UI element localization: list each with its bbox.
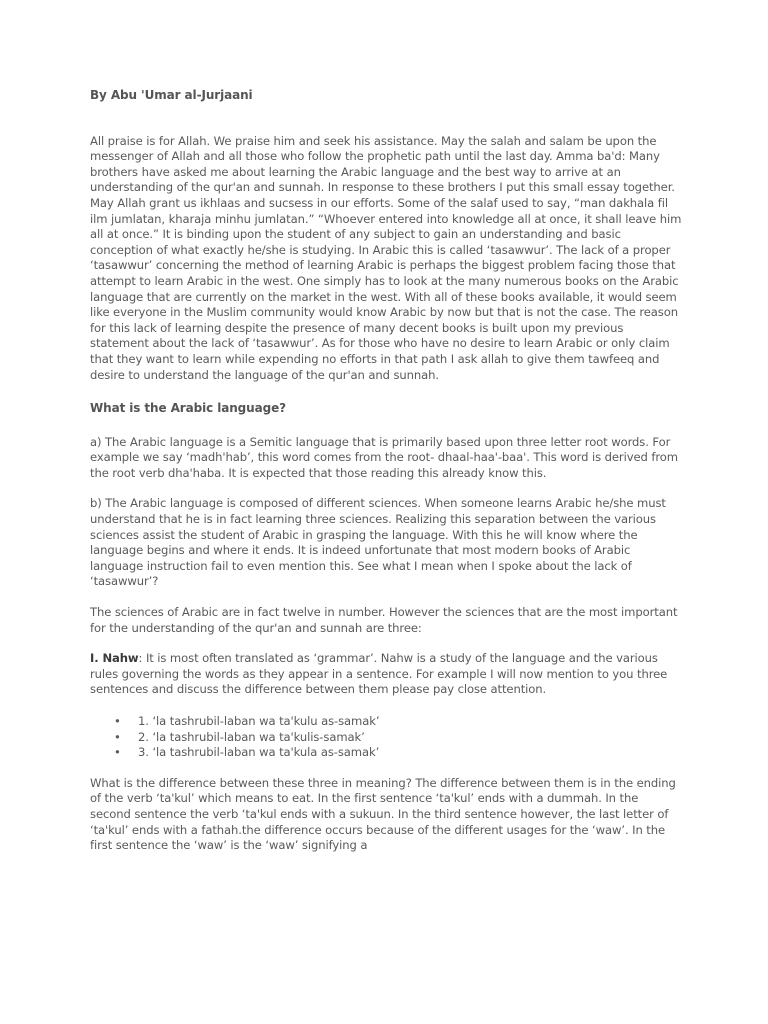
- list-item: • 3. ‘la tashrubil-laban wa ta'kula as-samak’: [114, 745, 682, 761]
- list-item: • 2. ‘la tashrubil-laban wa ta'kulis-samak’: [114, 730, 682, 746]
- nahw-paragraph: [90, 651, 682, 698]
- section-heading: What is the Arabic language?: [90, 401, 286, 416]
- intro-paragraph: All praise is for Allah. We praise him and seek his assistance. May the salah and salam be upon the messenger of Allah and all those who follow the prophetic path until the last day. Amma ba'd: Many brothers have asked me about learning the Arabic language and the best way to arrive at an understanding of the qur'an and sunnah. In response to these brothers I put this small essay together. May Allah grant us ikhlaas and sucsess in our efforts. Some of the salaf used to say, “man dakhala fil ilm jumlatan, kharaja minhu jumlatan.” “Whoever entered into knowledge all at once, it shall leave him all at once.” It is binding upon the student of any subject to gain an understanding and basic conception of what exactly he/she is studying. In Arabic this is called ‘tasawwur’. The lack of a proper ‘tasawwur’ concerning the method of learning Arabic is perhaps the biggest problem facing those that attempt to learn Arabic in the west. One simply has to look at the many numerous books on the Arabic language that are currently on the market in the west. With all of these books available, it would seem like everyone in the Muslim community would know Arabic by now but that is not the case. The reason for this lack of learning despite the presence of many decent books is built upon my previous statement about the lack of ‘tasawwur’. As for those who have no desire to learn Arabic or only claim that they want to learn while expending no efforts in that path I ask allah to give them tawfeeq and desire to understand the language of the qur'an and sunnah.: [90, 133, 682, 382]
- nahw-text: : It is most often translated as ‘grammar’. Nahw is a study of the language and the various rules governing the words as they appear in a sentence. For example I will now mention to you three sentences and discuss the difference between them please pay close attention.: [90, 651, 668, 697]
- nahw-label: I. Nahw: [90, 651, 139, 666]
- document-page: [90, 88, 682, 854]
- paragraph-a: a) The Arabic language is a Semitic language that is primarily based upon three letter root words. For example we say ‘madh'hab’, this word comes from the root- dhaal-haa'-baa'. This word is derived from the root verb dha'haba. It is expected that those reading this already know this.: [90, 434, 678, 480]
- difference-paragraph: What is the difference between these three in meaning? The difference between them is in the ending of the verb ‘ta'kul’ which means to eat. In the first sentence ‘ta'kul’ ends with a dummah. In the second sentence the verb ‘ta'kul ends with a sukuun. In the third sentence however, the last letter of ‘ta'kul’ ends with a fathah.the difference occurs because of the different usages for the ‘waw’. In the first sentence the ‘waw’ is the ‘waw’ signifying a: [90, 775, 676, 853]
- paragraph-b: b) The Arabic language is composed of different sciences. When someone learns Arabic he/she must understand that he is in fact learning three sciences. Realizing this separation between the various sciences assist the student of Arabic in grasping the language. With this he will know where the language begins and where it ends. It is indeed unfortunate that most modern books of Arabic language instruction fail to even mention this. See what I mean when I spoke about the lack of ‘tasawwur’?: [90, 496, 666, 589]
- sciences-paragraph: The sciences of Arabic are in fact twelve in number. However the sciences that are the most important for the understanding of the qur'an and sunnah are three:: [90, 605, 678, 635]
- list-item: • 1. ‘la tashrubil-laban wa ta'kulu as-samak’: [114, 714, 682, 730]
- author-byline: By Abu 'Umar al-Jurjaani: [90, 88, 253, 102]
- example-sentences-list: [90, 714, 682, 761]
